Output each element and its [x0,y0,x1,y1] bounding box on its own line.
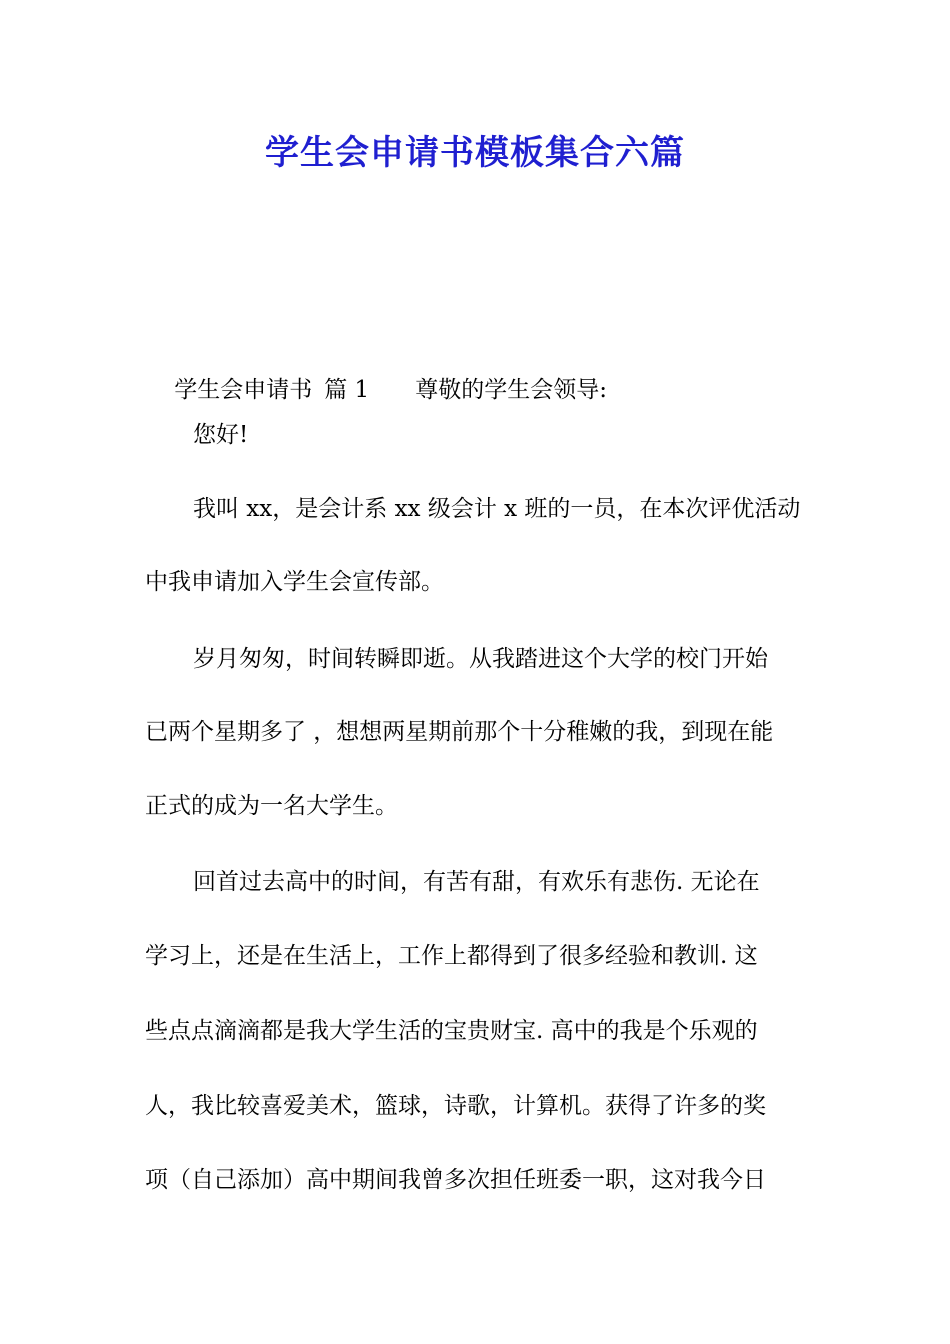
paragraph-line: 岁月匆匆，时间转瞬即逝。从我踏进这个大学的校门开始 [193,646,768,672]
paragraph-line: 正式的成为一名大学生。 [145,793,398,819]
salutation: 尊敬的学生会领导: [415,377,607,403]
paragraph-line: 学习上，还是在生活上，工作上都得到了很多经验和教训. 这 [145,943,758,969]
paragraph-line: 已两个星期多了 ，想想两星期前那个十分稚嫩的我，到现在能 [145,719,774,745]
paragraph-line: 人，我比较喜爱美术，篮球，诗歌，计算机。获得了许多的奖 [145,1093,766,1119]
paragraph-line: 回首过去高中的时间，有苦有甜，有欢乐有悲伤. 无论在 [193,869,760,895]
section-label: 学生会申请书 [174,377,313,403]
section-number: 篇 1 [324,377,370,403]
document-title: 学生会申请书模板集合六篇 [265,133,685,173]
paragraph-line: 项（自己添加）高中期间我曾多次担任班委一职，这对我今日 [145,1167,766,1193]
paragraph-line: 些点点滴滴都是我大学生活的宝贵财宝. 高中的我是个乐观的 [145,1018,758,1044]
greeting: 您好! [193,422,249,448]
paragraph-line: 我叫 xx，是会计系 xx 级会计 x 班的一员，在本次评优活动 [193,496,801,522]
paragraph-line: 中我申请加入学生会宣传部。 [145,569,444,595]
